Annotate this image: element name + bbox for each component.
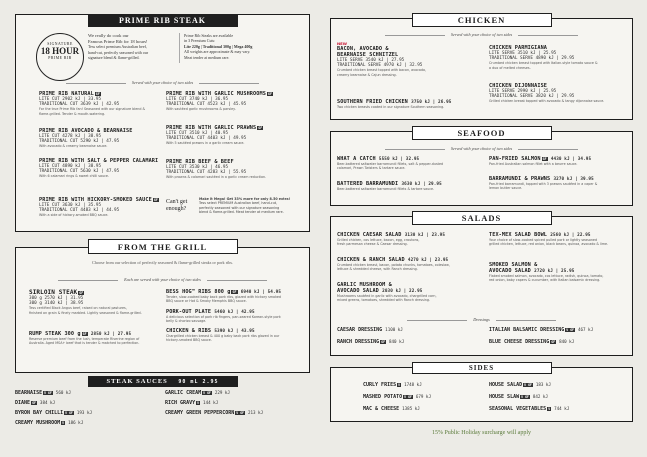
- sizes-line: All weights are approximate & may vary.: [184, 49, 251, 55]
- menu-item: [489, 232, 639, 247]
- item-name: SOUTHERN FRIED CHICKEN: [337, 99, 408, 105]
- item-price: 4270 kJ | 23.95: [407, 258, 449, 263]
- gf-tag: GF: [153, 198, 158, 202]
- salads-panel: [330, 213, 633, 356]
- gf-tag: GF: [232, 290, 237, 294]
- chicken-title: CHICKEN: [412, 13, 552, 27]
- item-desc: finished on grain & finely marbled. Lightly seasoned & flame-grilled.: [29, 310, 142, 315]
- signature-badge: [36, 33, 84, 81]
- item-name: PRIME RIB NATURAL: [39, 91, 94, 97]
- badge-mid: 18 HOUR: [40, 46, 80, 56]
- diet-tag: V GF: [65, 411, 73, 415]
- item-price: 2850 kJ | 27.95: [90, 332, 132, 337]
- item-desc: fresh parmesan cheese & Caesar dressing.: [337, 242, 408, 247]
- item-desc: Beer-battered saltwater barramundi fillets & tartare sauce.: [337, 187, 435, 192]
- salads-title: SALADS: [412, 211, 552, 225]
- item-desc: Your choice of slow-cooked spiced pulled pork or lightly seasoned: [489, 238, 598, 243]
- item-desc: BBQ sauce or Hot & Smoky Memphis BBQ sauce.: [166, 299, 247, 304]
- item-desc: For the true Prime Rib fan! Seasoned with our signature blend &: [39, 107, 146, 112]
- menu-item: [337, 181, 487, 191]
- intro-line: signature blend & flame-grilled.: [88, 55, 140, 61]
- menu-item: [489, 262, 639, 283]
- sauce-row: CREAMY MUSHROOM V 186 kJ: [15, 420, 84, 426]
- divider: [179, 33, 180, 63]
- chicken-panel: [330, 15, 633, 120]
- item-price: LITE CUT 3740 kJ | 36.95: [166, 97, 229, 102]
- item-price: TRADITIONAL SERVE 4970 kJ | 32.95: [337, 63, 423, 69]
- sauces-price: 90 mL 2.95: [178, 379, 219, 385]
- menu-item: [166, 91, 316, 112]
- item-desc: Beer-battered saltwater barramundi fillets, salt & pepper-dusted: [337, 162, 444, 167]
- seafood-served: Served with your choice of two sides: [331, 146, 632, 151]
- diet-tag: V: [62, 421, 65, 425]
- item-price: 5460 kJ | 42.95: [214, 310, 255, 315]
- item-desc: Tess certified Black Angus beef, raised on natural pastures,: [29, 306, 127, 311]
- item-name: PRIME RIB BEEF & BEEF: [166, 159, 234, 165]
- item-name: CHICKEN & RANCH SALAD: [337, 257, 405, 263]
- side-row: SEASONAL VEGETABLES V 744 kJ: [489, 406, 570, 412]
- item-desc: red onion, baby capers & cucumber, with Italian balsamic dressing.: [489, 278, 601, 283]
- intro-line: Famous Prime Rib for 18 hours!: [88, 38, 148, 44]
- menu-item: [489, 176, 639, 191]
- diet-tag: V GF: [404, 395, 412, 399]
- make-mega: [199, 197, 290, 214]
- mega-line: Tess select PREMIUM Australian beef, hand-cut,: [199, 201, 278, 206]
- steak-sauces-list: [15, 386, 310, 446]
- item-name: CHICKEN DIJONNAISE: [489, 83, 548, 89]
- item-desc: creamy bearnaise & Cajun dressing.: [337, 72, 397, 77]
- item-price: 300 g 2570 kJ | 31.95: [29, 296, 84, 301]
- diet-tag: V GF: [203, 391, 211, 395]
- item-desc: With 5 sautéed prawns in a garlic cream sauce.: [166, 141, 245, 146]
- item-desc: With sautéed garlic mushrooms & parsley.: [166, 107, 236, 112]
- item-price: TRADITIONAL CUT 4523 kJ | 45.95: [166, 102, 247, 108]
- diet-tag: GF: [551, 340, 556, 344]
- item-price: TRADITIONAL CUT 4403 kJ | 49.95: [166, 136, 247, 142]
- diet-tag: V GF: [521, 395, 529, 399]
- item-price: 2720 kJ | 25.95: [534, 269, 575, 274]
- menu-item: [337, 41, 487, 77]
- item-name: PAN-FRIED SALMON: [489, 156, 541, 162]
- item-desc: Australia. Aged MSA+ beef that is tender & matched to perfection.: [29, 341, 140, 346]
- item-price: TRADITIONAL CUT 4483 kJ | 44.95: [39, 208, 120, 214]
- item-price: 5390 kJ | 43.95: [214, 329, 255, 334]
- side-row: HOUSE SLAW V GF 842 kJ: [489, 394, 548, 400]
- dressing-row: ITALIAN BALSAMIC DRESSING V GF 467 kJ: [489, 327, 594, 333]
- item-price: 3270 kJ | 39.95: [553, 177, 594, 182]
- menu-item: [166, 309, 316, 324]
- menu-item: [489, 156, 639, 166]
- intro-line: We really do cook our: [88, 33, 129, 38]
- item-price: LITE CUT 4278 kJ | 38.95: [39, 134, 102, 139]
- item-name: PRIME RIB WITH HICKORY-SMOKED SAUCE: [39, 197, 152, 203]
- sauce-row: RICH GRAVY V 144 kJ: [165, 400, 219, 406]
- menu-item: [166, 328, 316, 343]
- item-name: PORK-OUT PLATE: [166, 309, 212, 315]
- item-price: TRADITIONAL CUT 5290 kJ | 47.95: [39, 139, 120, 145]
- prime-rib-panel: [15, 14, 310, 232]
- item-price: TRADITIONAL SERVE 3820 kJ | 29.95: [489, 94, 575, 100]
- item-desc: Crumbed chicken breast topped with Italian-style tomato sauce &: [489, 61, 598, 66]
- item-price: TRADITIONAL SERVE 4890 kJ | 29.95: [489, 56, 575, 62]
- item-price: LITE CUT 3510 kJ | 40.95: [166, 131, 229, 136]
- item-name: PRIME RIB AVOCADO & BEARNAISE: [39, 128, 133, 134]
- prime-rib-sizes: [184, 33, 294, 60]
- sauce-row: DIANE GF 384 kJ: [15, 400, 56, 406]
- item-price: LITE SERVE 3540 kJ | 27.95: [337, 58, 405, 63]
- badge-top: SIGNATURE: [47, 42, 73, 46]
- diet-tag: V GF: [236, 411, 244, 415]
- seafood-title: SEAFOOD: [412, 126, 552, 140]
- sides-title: SIDES: [412, 362, 552, 374]
- item-name: SIRLOIN STEAK: [29, 289, 78, 296]
- item-price: LITE CUT 2902 kJ | 33.95: [39, 97, 102, 102]
- item-price: TRADITIONAL CUT 4283 kJ | 55.95: [166, 170, 247, 176]
- item-name: CHICKEN & RIBS: [166, 328, 212, 334]
- item-price: LITE SERVE 2990 kJ | 25.95: [489, 89, 557, 94]
- item-price: LITE SERVE 3510 kJ | 25.95: [489, 51, 557, 56]
- diet-tag: V: [197, 401, 200, 405]
- item-desc: Pan-fried Australian salmon fillet with a beurre sauce.: [489, 162, 578, 167]
- menu-item: [337, 282, 487, 303]
- side-row: MASHED POTATO V GF 679 kJ: [363, 394, 431, 400]
- item-name: SMOKED SALMON &: [489, 262, 538, 268]
- dressing-row: RANCH DRESSING GF 840 kJ: [337, 339, 405, 345]
- item-name: AVOCADO SALAD: [489, 268, 531, 274]
- prime-rib-served: Served with your choice of two sides: [16, 80, 309, 85]
- intro-line: hand-cut, perfectly seasoned with our: [88, 49, 149, 55]
- item-name: PRIME RIB WITH SALT & PEPPER CALAMARI: [39, 158, 159, 164]
- item-desc: flame-grilled. Tender & mouth-watering.: [39, 111, 106, 116]
- sizes-line: in 3 Premium Cuts:: [184, 38, 216, 44]
- sizes-line: Meat tender at medium rare.: [184, 54, 230, 60]
- mega-line: perfectly seasoned with our signature seasoning: [199, 205, 280, 210]
- item-name: GARLIC MUSHROOM &: [337, 282, 392, 288]
- item-name: RUMP STEAK 300 g: [29, 331, 81, 337]
- sauces-label: STEAK SAUCES: [106, 378, 168, 385]
- item-price: 3630 kJ | 29.95: [401, 182, 442, 187]
- item-name: BARRAMUNDI & PRAWNS: [489, 176, 551, 182]
- item-desc: Pan-fried barramundi, topped with 3 prawns sautéed in a caper &: [489, 182, 598, 187]
- item-price: LITE CUT 4890 kJ | 38.95: [39, 164, 102, 169]
- cant-get-enough: [166, 199, 187, 213]
- dressings-label: Dressings: [331, 317, 632, 322]
- menu-item: [29, 331, 179, 346]
- item-name: PRIME RIB WITH GARLIC MUSHROOMS: [166, 91, 266, 97]
- item-name: BESS HOG™ RIBS 800 g: [166, 289, 231, 295]
- diet-tag: V GF: [524, 383, 532, 387]
- item-price: LITE CUT 3630 kJ | 35.95: [39, 203, 102, 208]
- menu-item: [337, 257, 487, 272]
- item-name: BATTERED BARRAMUNDI: [337, 181, 399, 187]
- item-desc: hickory-smoked BBQ sauce.: [166, 338, 212, 343]
- sizes-line: Lite 220g | Traditional 300g | Mega 400g: [184, 43, 253, 49]
- mega-line: Make it Mega! Get 33% more for only 8.50 extra!: [199, 197, 291, 201]
- item-name: AVOCADO SALAD: [337, 288, 379, 294]
- prime-rib-intro: [88, 33, 178, 61]
- item-desc: With 6 calamari rings & sweet chilli sauce.: [39, 174, 109, 179]
- item-name: TEX-MEX SALAD BOWL: [489, 232, 548, 238]
- item-desc: a duo of melted cheeses.: [489, 65, 531, 70]
- item-desc: Crumbed chicken breast topped with bacon, avocado,: [337, 68, 427, 73]
- menu-item: [29, 289, 179, 315]
- menu-item: [166, 125, 316, 146]
- side-row: CURLY FRIES V 1748 kJ: [363, 382, 422, 388]
- gf-tag: GF: [267, 92, 272, 96]
- sauce-row: BYRON BAY CHILLI V GF 193 kJ: [15, 410, 93, 416]
- gf-tag: GF: [258, 126, 263, 130]
- side-row: HOUSE SALAD V GF 183 kJ: [489, 382, 551, 388]
- item-desc: With a side of hickory-smoked BBQ sauce.: [39, 213, 109, 218]
- item-desc: Tender, slow-cooked baby back pork ribs, glazed with hickory smoked: [166, 295, 281, 300]
- item-desc: Flaked smoked salmon, avocado, cos lettuce, radish, quinoa, tomato,: [489, 274, 604, 279]
- diet-tag: V: [548, 407, 551, 411]
- menu-item: [166, 289, 316, 304]
- grill-panel: [15, 242, 310, 385]
- item-desc: lettuce & shredded cheese, with Ranch dressing.: [337, 267, 418, 272]
- cant-get-line: enough?: [166, 206, 187, 212]
- item-desc: belly & chorizo sausage.: [166, 319, 207, 324]
- item-desc: Crumbed chicken breast, bacon, potato chunks, tomatoes, coleslaw,: [337, 263, 450, 268]
- diet-tag: GF: [381, 340, 385, 344]
- gf-tag: GF: [542, 157, 547, 161]
- menu-item: [166, 159, 316, 180]
- menu-item: [489, 83, 639, 104]
- dressing-row: CAESAR DRESSING 1100 kJ: [337, 327, 403, 333]
- item-name: WHAT A CATCH: [337, 156, 376, 162]
- item-desc: A delicious selection of pork rib fingers, pan-seared Korean-style pork: [166, 315, 281, 320]
- item-price: 5550 kJ | 32.95: [378, 157, 420, 162]
- item-name: BEARNAISE SCHNITZEL: [337, 52, 399, 58]
- item-desc: lemon butter sauce.: [489, 186, 523, 191]
- item-desc: Chargrilled chicken breast & 400 g baby back pork ribs glazed in our: [166, 334, 280, 339]
- item-price: TRADITIONAL CUT 3639 kJ | 42.95: [39, 102, 120, 108]
- item-price: 2030 kJ | 22.95: [382, 289, 423, 294]
- item-price: 300 g 3140 kJ | 38.95: [29, 301, 84, 307]
- item-name: PRIME RIB WITH GARLIC PRAWNS: [166, 125, 257, 131]
- sauce-row: GARLIC CREAM V GF 229 kJ: [165, 390, 230, 396]
- chicken-served: Served with your choice of two sides: [331, 32, 632, 37]
- item-price: 3130 kJ | 23.95: [404, 233, 446, 238]
- sauce-row: BEARNAISE V GF 560 kJ: [15, 390, 71, 396]
- item-desc: mixed greens, tomatoes, shredded with Ranch dressing.: [337, 298, 430, 303]
- sides-panel: [330, 364, 633, 422]
- gf-tag: GF: [82, 332, 87, 336]
- menu-item: [337, 99, 487, 109]
- item-name: CHICKEN PARMIGIANA: [489, 45, 548, 51]
- item-desc: Grilled chicken breast topped with avocado & tangy dijonnaise sauce.: [489, 99, 605, 104]
- item-price: 3750 kJ | 26.95: [411, 100, 452, 105]
- item-desc: Reserve premium beef from the lush, temperate Riverine region of: [29, 337, 140, 342]
- grill-intro: Choose from our selection of perfectly seasoned & flame-grilled steaks or pork ribs.: [91, 260, 234, 265]
- cant-get-line: Can't get: [166, 199, 188, 205]
- item-price: 6940 kJ | 54.95: [240, 290, 282, 295]
- new-label: NEW: [337, 41, 347, 46]
- diet-tag: GF: [32, 401, 36, 405]
- menu-item: [489, 45, 639, 70]
- item-desc: calamari, Prawn Twisters & tartare sauce.: [337, 166, 406, 171]
- item-price: LITE CUT 3530 kJ | 46.95: [166, 165, 229, 170]
- item-price: 2560 kJ | 22.95: [550, 233, 591, 238]
- item-name: BACON, AVOCADO &: [337, 46, 389, 52]
- item-price: 4430 kJ | 34.95: [550, 157, 592, 162]
- side-row: MAC & CHEESE 1385 kJ: [363, 406, 420, 412]
- badge-bottom: PRIME RIB: [48, 56, 72, 60]
- seafood-panel: [330, 128, 633, 206]
- item-desc: With avocado & creamy bearnaise sauce.: [39, 144, 108, 149]
- menu-item: [337, 232, 487, 247]
- item-price: TRADITIONAL CUT 5630 kJ | 47.95: [39, 169, 120, 175]
- intro-line: Tess select premium Australian beef,: [88, 44, 147, 50]
- item-desc: Grilled chicken, cos lettuce, bacon, egg, croutons,: [337, 238, 420, 243]
- item-desc: grilled chicken, lettuce, red onion, black beans, quinoa, avocado & lime.: [489, 242, 609, 247]
- dressing-row: BLUE CHEESE DRESSING GF 840 kJ: [489, 339, 575, 345]
- item-desc: Mushrooms sautéed in garlic with avocado, chargrilled corn,: [337, 294, 437, 299]
- gf-tag: GF: [79, 291, 84, 295]
- item-desc: Two chicken breasts coated in our signature Southern seasoning.: [337, 105, 445, 110]
- mega-line: blend & flame-grilled. Meat tender at medium rare.: [199, 209, 284, 214]
- item-desc: With prawns & calamari sautéed in a garlic cream reduction.: [166, 175, 267, 180]
- prime-rib-title: PRIME RIB STEAK: [88, 14, 238, 27]
- menu-item: [337, 156, 487, 171]
- sauce-row: CREAMY GREEN PEPPERCORN V GF 213 kJ: [165, 410, 264, 416]
- item-name: CHICKEN CAESAR SALAD: [337, 232, 402, 238]
- grill-title: FROM THE GRILL: [88, 239, 238, 254]
- diet-tag: V GF: [44, 391, 52, 395]
- diet-tag: V GF: [566, 328, 574, 332]
- grill-served: Each are served with your choice of two sides: [16, 277, 309, 282]
- gf-tag: GF: [95, 92, 100, 96]
- sizes-line: Prime Rib Steaks are available: [184, 33, 234, 38]
- surcharge-footer: 15% Public Holiday surcharge will apply: [431, 430, 532, 436]
- diet-tag: V: [398, 383, 401, 387]
